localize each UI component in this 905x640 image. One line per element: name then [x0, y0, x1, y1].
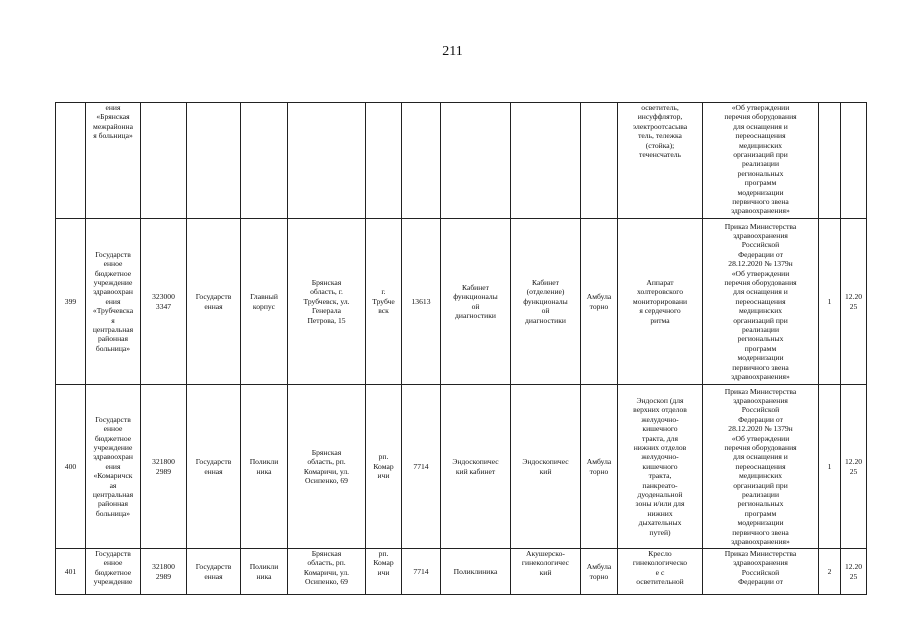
- locality: [366, 103, 402, 219]
- quantity: 1: [819, 385, 841, 549]
- locality: рп. Комар ичи: [366, 549, 402, 595]
- oktmo-code: 7714: [402, 549, 441, 595]
- department-profile: [511, 103, 581, 219]
- address: Брянская область, рп. Комаричи, ул. Осипенко, 69: [288, 385, 366, 549]
- department-profile: Акушерско- гинекологичес кий: [511, 549, 581, 595]
- oktmo-code: [402, 103, 441, 219]
- organization-name: ения «Брянская межрайонна я больница»: [86, 103, 141, 219]
- quantity: [819, 103, 841, 219]
- organization-name: Государств енное бюджетное учреждение здравоохран ения «Комаричск ая центральная районная больница»: [86, 385, 141, 549]
- care-conditions: Амбула торно: [581, 385, 618, 549]
- equipment-name: Кресло гинекологическо е с осветительной: [618, 549, 703, 595]
- equipment-name: Аппарат холтеровского мониторировани я сердечного ритма: [618, 219, 703, 385]
- care-conditions: Амбула торно: [581, 219, 618, 385]
- row-number: 401: [56, 549, 86, 595]
- address: Брянская область, рп. Комаричи, ул. Осипенко, 69: [288, 549, 366, 595]
- locality: г. Трубче вск: [366, 219, 402, 385]
- structural-unit: Поликлиника: [441, 549, 511, 595]
- structural-unit: Кабинет функционалы ой диагностики: [441, 219, 511, 385]
- delivery-date: [841, 103, 867, 219]
- equipment-name: Эндоскоп (для верхних отделов желудочно- кишечного тракта, для нижних отделов желудочно- кишечного тракта, панкреато- дуоденальной зоны и/или для нижних дыхательных путей): [618, 385, 703, 549]
- address: [288, 103, 366, 219]
- delivery-date: 12.20 25: [841, 219, 867, 385]
- quantity: 1: [819, 219, 841, 385]
- structural-unit: Эндоскопичес кий кабинет: [441, 385, 511, 549]
- department-profile: Эндоскопичес кий: [511, 385, 581, 549]
- legal-basis: Приказ Министерства здравоохранения Российской Федерации от: [703, 549, 819, 595]
- table-row: [56, 549, 867, 595]
- legal-basis: «Об утверждении перечня оборудования для оснащения и переоснащения медицинских организаций при реализации региональных программ модернизации первичного звена здравоохранения»: [703, 103, 819, 219]
- row-number: 399: [56, 219, 86, 385]
- row-number: [56, 103, 86, 219]
- row-number: 400: [56, 385, 86, 549]
- equipment-name: осветитель, инсуффлятор, электроотсасыва тель, тележка (стойка); теченсчатель: [618, 103, 703, 219]
- delivery-date: 12.20 25: [841, 385, 867, 549]
- oktmo-code: 7714: [402, 385, 441, 549]
- ownership-type: [187, 103, 241, 219]
- building: Поликли ника: [241, 385, 288, 549]
- ownership-type: Государств енная: [187, 219, 241, 385]
- organization-code: 321800 2989: [141, 385, 187, 549]
- building: [241, 103, 288, 219]
- locality: рп. Комар ичи: [366, 385, 402, 549]
- building: Поликли ника: [241, 549, 288, 595]
- page-number: 211: [442, 44, 463, 59]
- table-row: [56, 103, 867, 219]
- table-row: [56, 219, 867, 385]
- organization-code: [141, 103, 187, 219]
- ownership-type: Государств енная: [187, 385, 241, 549]
- legal-basis: Приказ Министерства здравоохранения Российской Федерации от 28.12.2020 № 1379н «Об утверждении перечня оборудования для оснащения и переоснащения медицинских организаций при реализации региональных программ модернизации первичного звена здравоохранения»: [703, 385, 819, 549]
- delivery-date: 12.20 25: [841, 549, 867, 595]
- ownership-type: Государств енная: [187, 549, 241, 595]
- care-conditions: Амбула торно: [581, 549, 618, 595]
- organization-code: 323000 3347: [141, 219, 187, 385]
- organization-code: 321800 2989: [141, 549, 187, 595]
- address: Брянская область, г. Трубчевск, ул. Генерала Петрова, 15: [288, 219, 366, 385]
- table-row: [56, 385, 867, 549]
- legal-basis: Приказ Министерства здравоохранения Российской Федерации от 28.12.2020 № 1379н «Об утверждении перечня оборудования для оснащения и переоснащения медицинских организаций при реализации региональных программ модернизации первичного звена здравоохранения»: [703, 219, 819, 385]
- organization-name: Государств енное бюджетное учреждение: [86, 549, 141, 595]
- building: Главный корпус: [241, 219, 288, 385]
- oktmo-code: 13613: [402, 219, 441, 385]
- structural-unit: [441, 103, 511, 219]
- department-profile: Кабинет (отделение) функционалы ой диагностики: [511, 219, 581, 385]
- equipment-table: [55, 102, 867, 595]
- organization-name: Государств енное бюджетное учреждение здравоохран ения «Трубчевска я центральная районная больница»: [86, 219, 141, 385]
- care-conditions: [581, 103, 618, 219]
- quantity: 2: [819, 549, 841, 595]
